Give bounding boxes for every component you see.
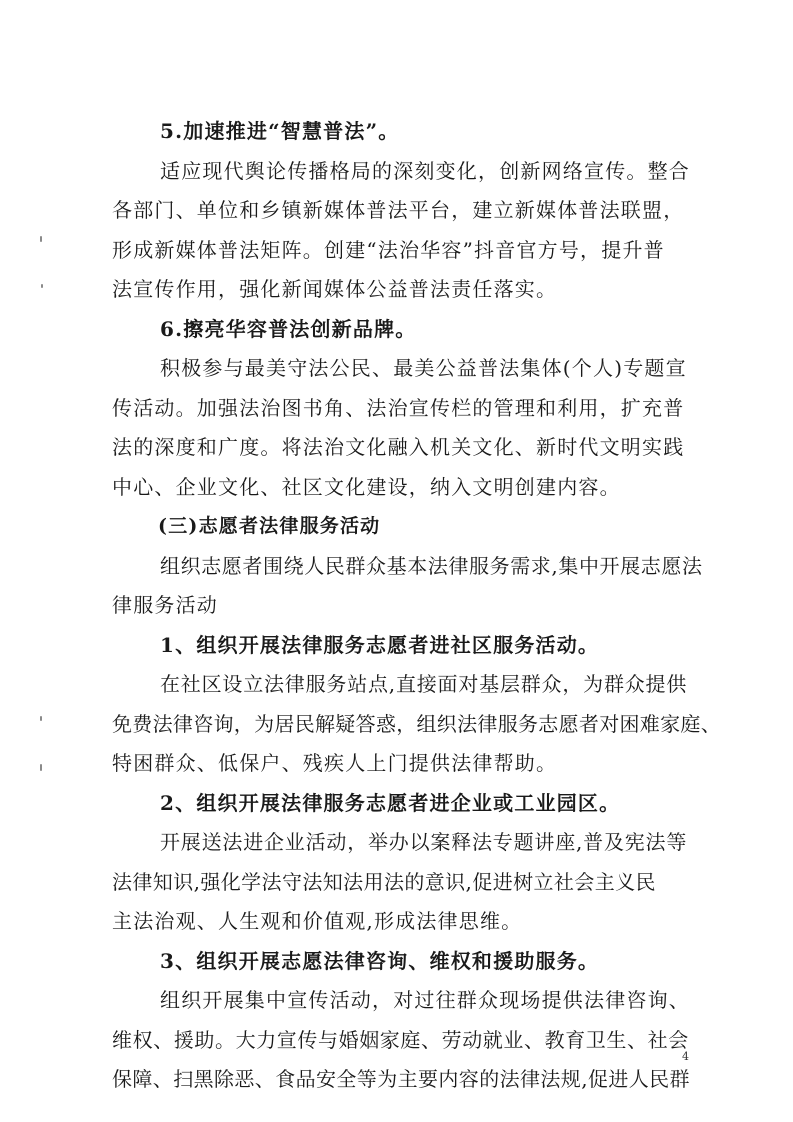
section-heading-3: (三)志愿者法律服务活动: [158, 515, 381, 537]
paragraph-line: 维权、援助。大力宣传与婚姻家庭、劳动就业、教育卫生、社会: [112, 1028, 689, 1052]
paragraph-line: 免费法律咨询，为居民解疑答惑，组织法律服务志愿者对困难家庭、: [112, 712, 721, 736]
heading-1: 1、组织开展法律服务志愿者进社区服务活动。: [160, 633, 600, 657]
paragraph-line: 主法治观、人生观和价值观,形成法律思维。: [112, 909, 523, 933]
paragraph-line: 积极参与最美守法公民、最美公益普法集体(个人)专题宣: [160, 356, 687, 380]
paragraph-line: 保障、扫黑除恶、食品安全等为主要内容的法律法规,促进人民群: [112, 1067, 690, 1091]
paragraph-line: 法的深度和广度。将法治文化融入机关文化、新时代文明实践: [112, 435, 685, 459]
scan-speck: [40, 716, 42, 721]
paragraph-line: 适应现代舆论传播格局的深刻变化，创新网络宣传。整合: [160, 159, 690, 183]
heading-2: 2、组织开展法律服务志愿者进企业或工业园区。: [160, 791, 621, 815]
paragraph-line: 组织开展集中宣传活动，对过往群众现场提供法律咨询、: [160, 988, 690, 1012]
page-number: 4: [682, 1050, 689, 1063]
paragraph-line: 法律知识,强化学法守法知法用法的意识,促进树立社会主义民: [112, 870, 656, 894]
paragraph-line: 各部门、单位和乡镇新媒体普法平台，建立新媒体普法联盟，: [112, 198, 685, 222]
scan-speck: [40, 764, 42, 771]
paragraph-line: 组织志愿者围绕人民群众基本法律服务需求,集中开展志愿法: [160, 554, 703, 578]
heading-3: 3、组织开展志愿法律咨询、维权和援助服务。: [160, 949, 600, 973]
heading-6: 6.擦亮华容普法创新品牌。: [160, 317, 417, 341]
paragraph-line: 法宣传作用，强化新闻媒体公益普法责任落实。: [112, 277, 558, 301]
heading-5: 5.加速推进“智慧普法”。: [160, 119, 400, 143]
paragraph-line: 特困群众、低保户、残疾人上门提供法律帮助。: [112, 751, 558, 775]
paragraph-line: 形成新媒体普法矩阵。创建“法治华容”抖音官方号，提升普: [112, 238, 665, 262]
paragraph-line: 开展送法进企业活动，举办以案释法专题讲座,普及宪法等: [160, 830, 688, 854]
paragraph-line: 中心、企业文化、社区文化建设，纳入文明创建内容。: [112, 475, 621, 499]
paragraph-line: 传活动。加强法治图书角、法治宣传栏的管理和利用，扩充普: [112, 396, 685, 420]
paragraph-line: 在社区设立法律服务站点,直接面对基层群众，为群众提供: [160, 672, 688, 696]
scan-speck: [40, 236, 42, 242]
paragraph-line: 律服务活动: [112, 593, 218, 617]
scan-speck: [41, 284, 43, 288]
